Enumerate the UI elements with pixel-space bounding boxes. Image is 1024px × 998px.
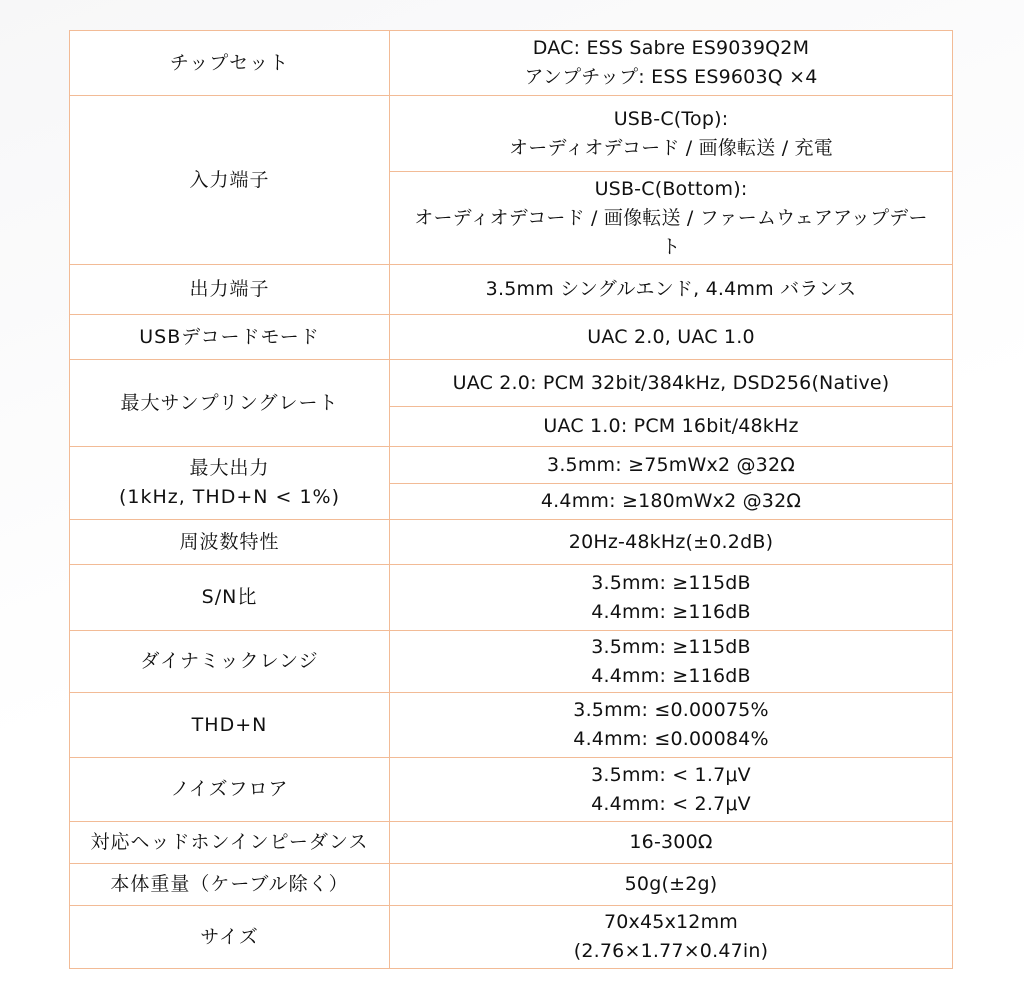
- value-line: 70x45x12mm: [603, 911, 739, 933]
- value-line: 3.5mm: ≥75mWx2 @32Ω: [547, 453, 795, 476]
- value-line: UAC 2.0, UAC 1.0: [587, 325, 755, 348]
- label-line: 出力端子: [189, 278, 270, 300]
- value-line: ト: [661, 235, 681, 258]
- spec-row-max-output: [70, 447, 953, 484]
- value-line: 3.5mm: ≤0.00075%: [573, 699, 769, 721]
- value-line: 4.4mm: ≥116dB: [591, 664, 751, 687]
- spec-row-size: [70, 906, 953, 969]
- spec-value-input-bottom: [390, 172, 953, 265]
- spec-row-impedance: [70, 822, 953, 864]
- label-line: 入力端子: [189, 168, 270, 191]
- spec-value-sampling-uac2: [390, 360, 953, 407]
- spec-value-size: [390, 906, 953, 969]
- value-line: 3.5mm: ≥115dB: [591, 635, 751, 658]
- spec-label-chipset: [70, 31, 390, 96]
- spec-row-noise-floor: [70, 758, 953, 822]
- spec-label-input: [70, 96, 390, 265]
- value-line: アンプチップ: ESS ES9603Q ×4: [524, 66, 818, 88]
- label-line: 本体重量（ケーブル除く）: [110, 873, 349, 895]
- value-line: 20Hz-48kHz(±0.2dB): [568, 530, 774, 553]
- spec-value-max-output-44: [390, 484, 953, 520]
- spec-row-weight: [70, 864, 953, 906]
- label-line: ダイナミックレンジ: [140, 650, 319, 672]
- value-line: 4.4mm: ≤0.00084%: [573, 728, 769, 750]
- value-line: 4.4mm: ≥116dB: [591, 600, 751, 623]
- spec-value-chipset: [390, 31, 953, 96]
- value-line: UAC 1.0: PCM 16bit/48kHz: [543, 415, 799, 437]
- label-line: 対応ヘッドホンインピーダンス: [90, 831, 369, 853]
- label-line: 最大サンプリングレート: [120, 391, 339, 414]
- label-line: THD+N: [191, 713, 268, 736]
- spec-label-frequency: [70, 520, 390, 565]
- value-line: 4.4mm: ≥180mWx2 @32Ω: [540, 490, 802, 512]
- spec-value-output: [390, 265, 953, 315]
- label-line: 最大出力: [189, 457, 270, 479]
- spec-value-snr: [390, 565, 953, 631]
- value-line: 3.5mm: ≥115dB: [591, 571, 751, 594]
- value-line: USB-C(Bottom):: [594, 177, 748, 200]
- spec-value-thdn: [390, 693, 953, 758]
- value-line: 4.4mm: < 2.7μV: [591, 792, 751, 815]
- spec-row-snr: [70, 565, 953, 631]
- spec-label-max-output: [70, 447, 390, 520]
- label-line: 周波数特性: [179, 530, 280, 553]
- spec-value-noise-floor: [390, 758, 953, 822]
- spec-row-output: [70, 265, 953, 315]
- spec-row-usb-decode: [70, 315, 953, 360]
- spec-label-thdn: [70, 693, 390, 758]
- value-line: USB-C(Top):: [613, 107, 729, 130]
- spec-row-input: [70, 96, 953, 172]
- value-line: (2.76×1.77×0.47in): [573, 940, 769, 962]
- spec-row-frequency: [70, 520, 953, 565]
- spec-value-sampling-uac1: [390, 407, 953, 447]
- value-line: DAC: ESS Sabre ES9039Q2M: [532, 37, 810, 59]
- label-line: サイズ: [200, 925, 259, 948]
- value-line: 16-300Ω: [629, 831, 713, 853]
- spec-value-dynamic-range: [390, 631, 953, 693]
- spec-label-output: [70, 265, 390, 315]
- spec-value-max-output-35: [390, 447, 953, 484]
- spec-table: [69, 30, 953, 969]
- label-line: ノイズフロア: [170, 778, 289, 800]
- spec-label-size: [70, 906, 390, 969]
- spec-row-chipset: [70, 31, 953, 96]
- label-line: USBデコードモード: [139, 325, 320, 348]
- spec-value-input-top: [390, 96, 953, 172]
- spec-row-sampling: [70, 360, 953, 407]
- value-line: 3.5mm シングルエンド, 4.4mm バランス: [485, 278, 857, 300]
- label-line: (1kHz, THD+N < 1%): [118, 486, 341, 508]
- spec-label-sampling: [70, 360, 390, 447]
- spec-value-impedance: [390, 822, 953, 864]
- spec-row-thdn: [70, 693, 953, 758]
- spec-value-frequency: [390, 520, 953, 565]
- value-line: オーディオデコード / 画像転送 / 充電: [509, 136, 833, 159]
- value-line: オーディオデコード / 画像転送 / ファームウェアアップデー: [414, 206, 928, 229]
- label-line: チップセット: [169, 51, 290, 74]
- spec-label-weight: [70, 864, 390, 906]
- value-line: 3.5mm: < 1.7μV: [591, 763, 751, 786]
- value-line: UAC 2.0: PCM 32bit/384kHz, DSD256(Native): [452, 371, 890, 394]
- value-line: 50g(±2g): [624, 873, 718, 895]
- spec-label-snr: [70, 565, 390, 631]
- label-line: S/N比: [201, 586, 258, 608]
- spec-label-impedance: [70, 822, 390, 864]
- spec-label-usb-decode: [70, 315, 390, 360]
- spec-row-dynamic-range: [70, 631, 953, 693]
- spec-value-usb-decode: [390, 315, 953, 360]
- spec-value-weight: [390, 864, 953, 906]
- spec-label-noise-floor: [70, 758, 390, 822]
- spec-label-dynamic-range: [70, 631, 390, 693]
